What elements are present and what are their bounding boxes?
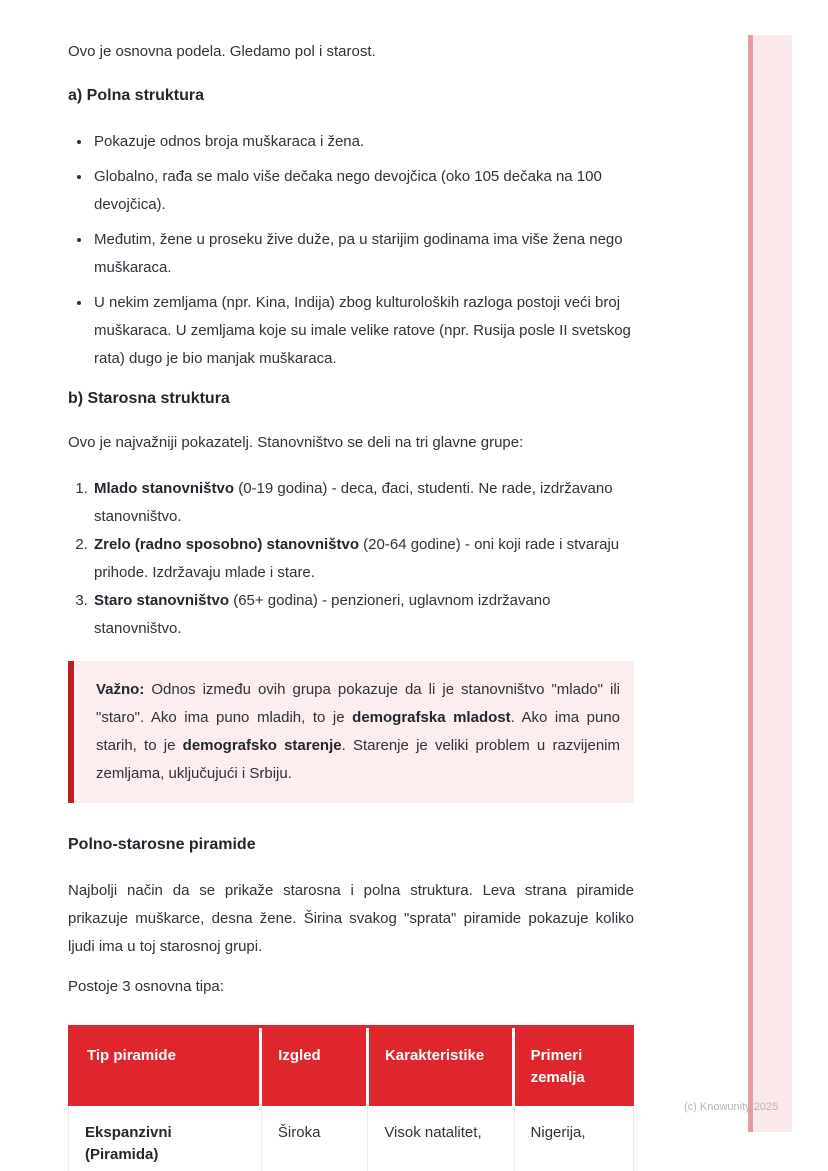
document-content	[68, 40, 634, 1171]
list-item	[92, 475, 634, 531]
callout-bold-term: demografsko starenje	[182, 737, 342, 754]
callout-text: Odnos između ovih grupa pokazuje da li je stanovništvo "mlado" ili "staro". Ako ima puno mladih, to je	[96, 681, 620, 726]
callout-text: . Starenje je veliki problem u razvijenim zemljama, uključujući i Srbiju.	[96, 737, 620, 782]
list-item-term: Zrelo (radno sposobno) stanovništvo	[94, 536, 360, 553]
starosna-intro: Ovo je najvažniji pokazatelj. Stanovništvo se deli na tri glavne grupe:	[68, 434, 524, 451]
list-item-text: (0-19 godina) - deca, đaci, studenti. Ne rade, izdržavano stanovništvo.	[94, 480, 613, 525]
piramide-paragraph: Najbolji način da se prikaže starosna i polna struktura. Leva strana piramide prikazuje muškarce, desna žene. Širina svakog "sprata" piramide pokazuje koliko ljudi ima u toj starosnoj grupi.	[68, 882, 634, 955]
table-cell: Visok natalitet,	[368, 1106, 514, 1171]
heading-piramide: Polno-starosne piramide	[68, 836, 256, 853]
list-item	[92, 587, 634, 643]
intro-paragraph: Ovo je osnovna podela. Gledamo pol i starost.	[68, 43, 376, 60]
list-item-text: (65+ godina) - penzioneri, uglavnom izdržavano stanovništvo.	[94, 592, 551, 637]
list-item	[92, 531, 634, 587]
pyramid-types-table	[68, 1025, 634, 1171]
piramide-lead-in: Postoje 3 osnovna tipa:	[68, 978, 224, 995]
list-item: • Globalno, rađa se malo više dečaka nego devojčica (oko 105 dečaka na 100 devojčica).	[92, 163, 634, 219]
table-cell: Široka	[262, 1106, 368, 1171]
important-callout	[68, 661, 634, 803]
table-header-cell: Izgled	[262, 1028, 366, 1106]
table-header-cell: Tip piramide	[71, 1028, 259, 1106]
table-header-cell: Karakteristike	[369, 1028, 512, 1106]
list-item-term: Staro stanovništvo	[94, 592, 230, 609]
callout-label: Važno:	[96, 681, 145, 698]
list-item-text: (20-64 godine) - oni koji rade i stvaraju prihode. Izdržavaju mlade i stare.	[94, 536, 620, 581]
copyright-watermark: (c) Knowunity 2025	[684, 1101, 779, 1113]
table-cell: Ekspanzivni (Piramida)	[69, 1106, 262, 1171]
table-cell: Nigerija,	[530, 1124, 586, 1141]
page-edge-strip	[748, 35, 792, 1132]
table-header-cell: Primeri zemalja	[515, 1028, 631, 1106]
heading-polna-struktura: a) Polna struktura	[68, 87, 205, 104]
list-item: • Pokazuje odnos broja muškaraca i žena.	[92, 128, 634, 156]
polna-bullet-list	[68, 128, 634, 373]
list-item-term: Mlado stanovništvo	[94, 480, 235, 497]
callout-text: . Ako ima puno starih, to je	[96, 709, 621, 754]
starosna-numbered-list	[68, 475, 634, 643]
heading-starosna-struktura: b) Starosna struktura	[68, 390, 230, 407]
list-item: • Međutim, žene u proseku žive duže, pa u starijim godinama ima više žena nego muškaraca.	[92, 226, 634, 282]
list-item: • U nekim zemljama (npr. Kina, Indija) zbog kulturoloških razloga postoji veći broj muškaraca. U zemljama koje su imale velike ratove (npr. Rusija posle II svetskog rata) dugo je bio manjak muškaraca.	[92, 289, 634, 373]
table-row	[68, 1106, 634, 1171]
table-header-row	[68, 1025, 634, 1106]
callout-bold-term: demografska mladost	[352, 709, 511, 726]
